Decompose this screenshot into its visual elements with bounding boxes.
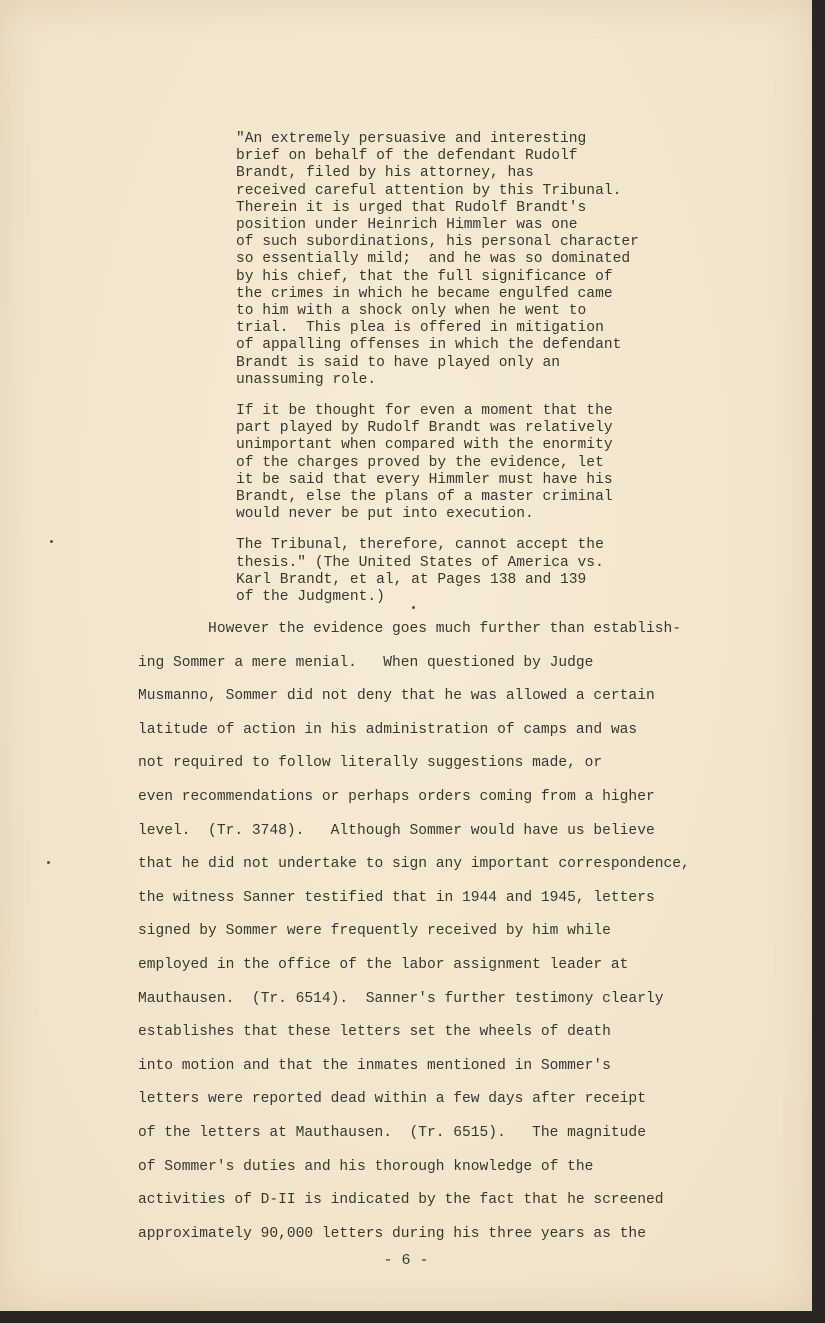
body-line: signed by Sommer were frequently received by him while [138, 923, 611, 940]
body-line: latitude of action in his administration of camps and was [138, 721, 638, 738]
quote-line: received careful attention by this Tribunal. [236, 182, 622, 199]
body-line: letters were reported dead within a few days after receipt [138, 1091, 646, 1108]
body-line: approximately 90,000 letters during his three years as the [138, 1225, 646, 1242]
block-quote [236, 131, 736, 620]
quote-line: of the Judgment.) [236, 589, 385, 606]
body-line: activities of D-II is indicated by the fact that he screened [138, 1192, 664, 1209]
quote-paragraph-1 [236, 131, 736, 389]
page-number: - 6 - [383, 1252, 429, 1269]
body-paragraph [138, 613, 788, 1251]
body-line: establishes that these letters set the wheels of death [138, 1024, 611, 1041]
quote-paragraph-2 [236, 403, 736, 523]
body-line: the witness Sanner testified that in 1944 and 1945, letters [138, 889, 655, 906]
quote-line: Brandt is said to have played only an [236, 354, 561, 371]
quote-line: of appalling offenses in which the defendant [236, 337, 622, 354]
quote-line: by his chief, that the full significance of [236, 268, 613, 285]
quote-line: of the charges proved by the evidence, let [236, 454, 604, 471]
quote-line: of such subordinations, his personal character [236, 234, 639, 251]
margin-mark [50, 540, 53, 543]
body-line: into motion and that the inmates mentioned in Sommer's [138, 1057, 611, 1074]
quote-line: it be said that every Himmler must have his [236, 471, 613, 488]
quote-paragraph-3 [236, 537, 736, 606]
quote-line: to him with a shock only when he went to [236, 303, 587, 320]
margin-mark [412, 606, 415, 609]
margin-mark [47, 861, 50, 864]
quote-line: the crimes in which he became engulfed came [236, 285, 613, 302]
quote-line: brief on behalf of the defendant Rudolf [236, 148, 578, 165]
quote-line: Karl Brandt, et al, at Pages 138 and 139 [236, 571, 587, 588]
quote-line: unassuming role. [236, 371, 377, 388]
quote-line: If it be thought for even a moment that the [236, 403, 613, 420]
quote-line: would never be put into execution. [236, 506, 534, 523]
quote-line: "An extremely persuasive and interesting [236, 131, 587, 147]
body-line: level. (Tr. 3748). Although Sommer would have us believe [138, 822, 655, 839]
quote-line: Therein it is urged that Rudolf Brandt's [236, 199, 587, 216]
body-line: of Sommer's duties and his thorough knowledge of the [138, 1158, 594, 1175]
body-line: that he did not undertake to sign any important correspondence, [138, 856, 690, 873]
quote-line: The Tribunal, therefore, cannot accept the [236, 537, 604, 554]
body-line: even recommendations or perhaps orders coming from a higher [138, 788, 655, 805]
quote-line: trial. This plea is offered in mitigation [236, 320, 604, 337]
body-line: employed in the office of the labor assignment leader at [138, 956, 629, 973]
body-line: not required to follow literally suggestions made, or [138, 755, 603, 772]
quote-line: unimportant when compared with the enormity [236, 437, 613, 454]
quote-line: thesis." (The United States of America vs. [236, 554, 604, 571]
body-line: Mauthausen. (Tr. 6514). Sanner's further testimony clearly [138, 990, 664, 1007]
quote-line: part played by Rudolf Brandt was relatively [236, 420, 613, 437]
quote-line: position under Heinrich Himmler was one [236, 217, 578, 234]
quote-line: Brandt, else the plans of a master criminal [236, 489, 613, 506]
body-line: However the evidence goes much further than establish- [138, 621, 681, 637]
quote-line: so essentially mild; and he was so dominated [236, 251, 631, 268]
body-line: of the letters at Mauthausen. (Tr. 6515). The magnitude [138, 1124, 646, 1141]
body-line: ing Sommer a mere menial. When questioned by Judge [138, 654, 594, 671]
body-line: Musmanno, Sommer did not deny that he was allowed a certain [138, 688, 655, 705]
quote-line: Brandt, filed by his attorney, has [236, 165, 534, 182]
